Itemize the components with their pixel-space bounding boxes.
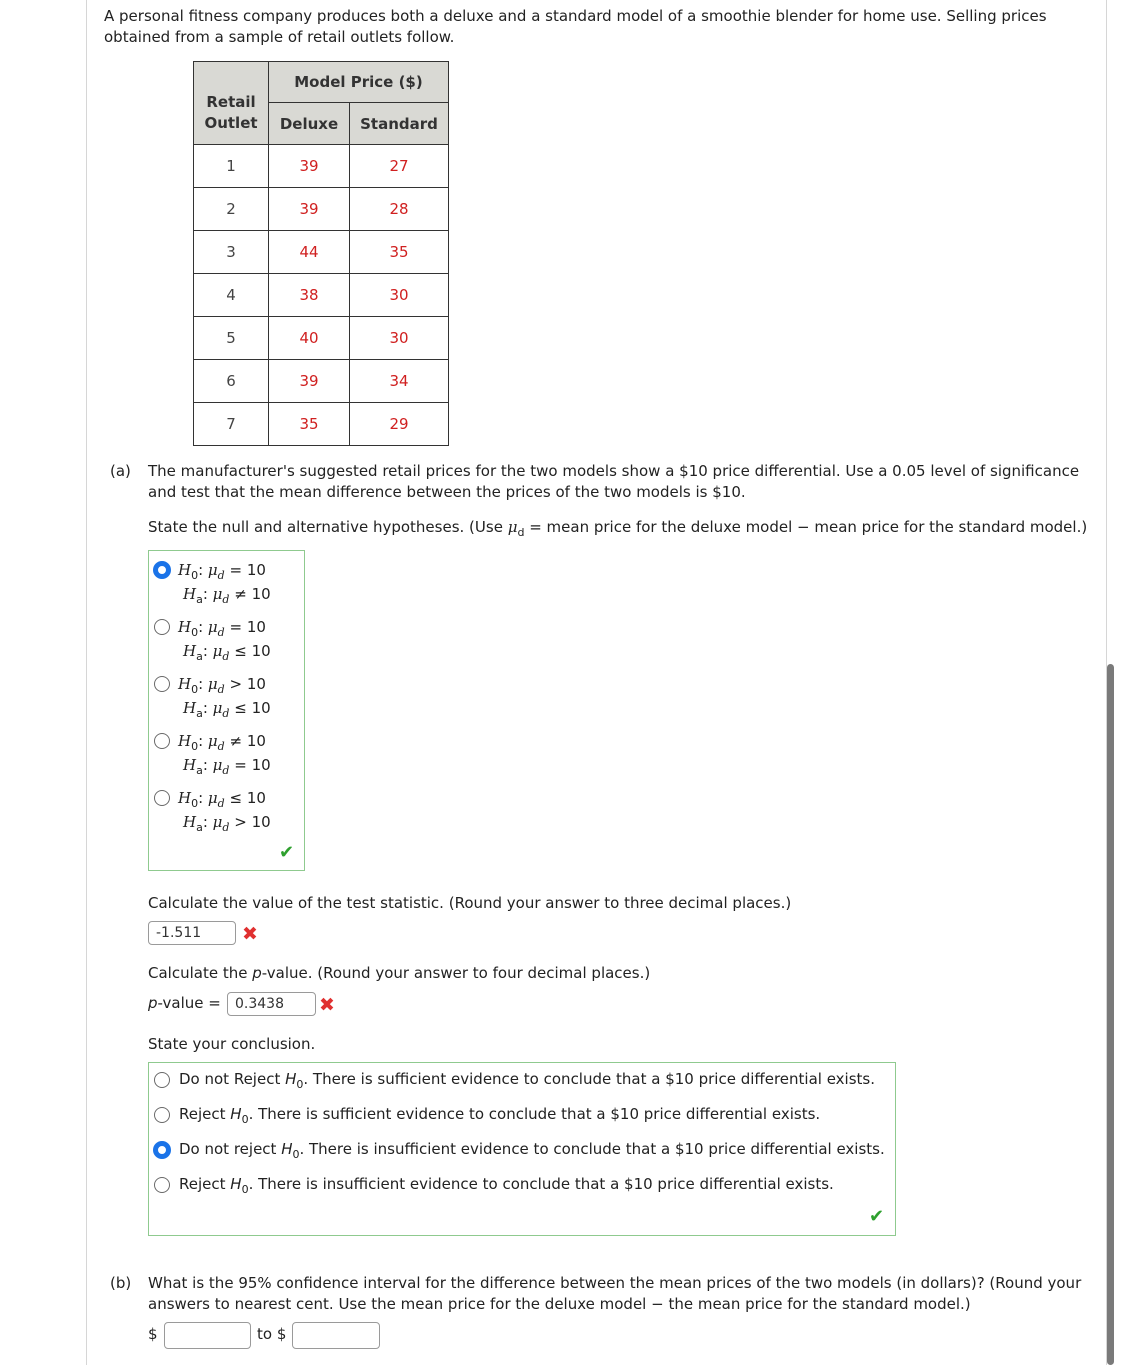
table-row [194, 231, 449, 274]
ci-upper-input[interactable] [292, 1322, 380, 1349]
header-deluxe: Deluxe [269, 103, 350, 145]
pvalue-label: p-value = [148, 994, 221, 1012]
cell-outlet: 5 [194, 317, 269, 360]
ci-lower-dollar-label: $ [148, 1325, 158, 1343]
cell-outlet: 4 [194, 274, 269, 317]
part-a-label: (a) [110, 462, 131, 480]
cell-standard: 28 [350, 188, 449, 231]
scrollbar-thumb[interactable] [1107, 664, 1114, 1365]
table-row [194, 403, 449, 446]
conclusion-prompt: State your conclusion. [148, 1035, 316, 1053]
table-row [194, 188, 449, 231]
cell-deluxe: 35 [269, 403, 350, 446]
hypothesis-prompt: State the null and alternative hypotheses. (Use $\mu_d$ = mean price for the deluxe model − mean price for the standard model.) [148, 518, 1088, 539]
cell-standard: 27 [350, 145, 449, 188]
cell-standard: 35 [350, 231, 449, 274]
cell-deluxe: 44 [269, 231, 350, 274]
part-b-label: (b) [110, 1274, 132, 1292]
cell-standard: 30 [350, 274, 449, 317]
hypothesis-option-4-radio[interactable] [154, 733, 170, 749]
cell-outlet: 6 [194, 360, 269, 403]
table-row [194, 360, 449, 403]
cell-outlet: 1 [194, 145, 269, 188]
cell-standard: 29 [350, 403, 449, 446]
conclusion-option-2-radio[interactable] [154, 1107, 170, 1123]
hypothesis-option-3[interactable]: $H_0$: $\mu_d > 10$ $H_a$: $\mu_d \le 10$ [178, 675, 271, 720]
conclusion-option-2[interactable]: Reject $H_0$. There is sufficient evidence to conclude that a $10 price differential exists. [179, 1105, 821, 1126]
conclusion-option-3-radio[interactable] [153, 1141, 171, 1159]
test-stat-incorrect-x-icon: ✖ [242, 923, 258, 945]
header-standard: Standard [350, 103, 449, 145]
cell-standard: 30 [350, 317, 449, 360]
pvalue-prompt: Calculate the p-value. (Round your answer to four decimal places.) [148, 964, 651, 982]
test-stat-input[interactable]: -1.511 [148, 921, 236, 945]
hypothesis-option-5-radio[interactable] [154, 790, 170, 806]
cell-deluxe: 39 [269, 145, 350, 188]
ci-lower-input[interactable] [164, 1322, 251, 1349]
hypothesis-option-2[interactable]: $H_0$: $\mu_d = 10$ $H_a$: $\mu_d \le 10$ [178, 618, 271, 663]
hypothesis-option-5[interactable]: $H_0$: $\mu_d \le 10$ $H_a$: $\mu_d > 10$ [178, 789, 271, 834]
conclusion-option-3[interactable]: Do not reject $H_0$. There is insufficient evidence to conclude that a $10 price differential exists. [179, 1140, 885, 1161]
cell-deluxe: 38 [269, 274, 350, 317]
price-table [193, 61, 449, 446]
hypothesis-option-4[interactable]: $H_0$: $\mu_d \ne 10$ $H_a$: $\mu_d = 10$ [178, 732, 271, 777]
conclusion-option-4[interactable]: Reject $H_0$. There is insufficient evidence to conclude that a $10 price differential exists. [179, 1175, 834, 1196]
cell-deluxe: 39 [269, 360, 350, 403]
table-row [194, 317, 449, 360]
cell-deluxe: 39 [269, 188, 350, 231]
table-row [194, 274, 449, 317]
cell-deluxe: 40 [269, 317, 350, 360]
content-frame-left [86, 0, 87, 1365]
conclusion-option-4-radio[interactable] [154, 1177, 170, 1193]
test-stat-prompt: Calculate the value of the test statistic. (Round your answer to three decimal places.) [148, 894, 792, 912]
table-row [194, 145, 449, 188]
cell-outlet: 3 [194, 231, 269, 274]
header-retail-outlet: Retail Outlet [194, 62, 269, 145]
header-model-price: Model Price ($) [269, 62, 449, 103]
intro-text: A personal fitness company produces both a deluxe and a standard model of a smoothie blender for home use. Selling prices obtained from a sample of retail outlets follow. [104, 7, 1047, 46]
hypothesis-option-2-radio[interactable] [154, 619, 170, 635]
hypothesis-correct-check-icon: ✔ [279, 842, 295, 863]
conclusion-correct-check-icon: ✔ [869, 1206, 885, 1227]
part-a-question: The manufacturer's suggested retail prices for the two models show a $10 price differential. Use a 0.05 level of significance and test that the mean difference between the prices of the two models is $10. [148, 462, 1080, 501]
hypothesis-option-1-radio[interactable] [153, 561, 171, 579]
part-b-question: What is the 95% confidence interval for the difference between the mean prices of the two models (in dollars)? (Round your answers to nearest cent. Use the mean price for the deluxe model − the mean price for the standard model.) [148, 1274, 1082, 1313]
conclusion-option-1-radio[interactable] [154, 1072, 170, 1088]
cell-outlet: 7 [194, 403, 269, 446]
ci-to-label: to $ [257, 1325, 287, 1343]
pvalue-input[interactable]: 0.3438 [227, 992, 316, 1016]
hypothesis-option-3-radio[interactable] [154, 676, 170, 692]
cell-standard: 34 [350, 360, 449, 403]
conclusion-option-1[interactable]: Do not Reject $H_0$. There is sufficient evidence to conclude that a $10 price differential exists. [179, 1070, 875, 1091]
cell-outlet: 2 [194, 188, 269, 231]
hypothesis-option-1[interactable]: $H_0$: $\mu_d = 10$ $H_a$: $\mu_d \ne 10$ [178, 561, 271, 606]
pvalue-incorrect-x-icon: ✖ [319, 994, 335, 1016]
